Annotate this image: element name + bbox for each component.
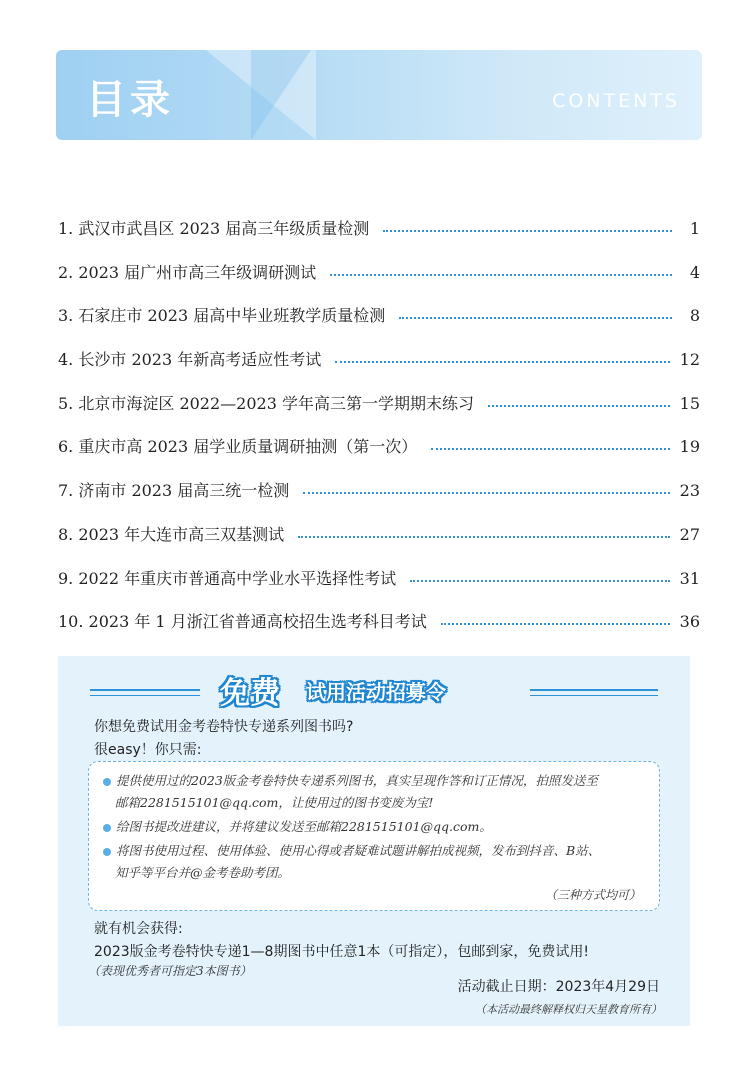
toc-leader-dots — [303, 480, 669, 494]
toc-leader-dots — [335, 349, 669, 363]
methods-box — [88, 761, 660, 911]
toc-leader-dots — [410, 568, 669, 582]
free-trial-promo-box — [58, 656, 690, 1026]
toc-entry[interactable] — [58, 393, 700, 437]
toc-leader-dots — [399, 305, 672, 319]
bullet-icon — [103, 778, 111, 786]
bullet-icon — [103, 848, 111, 856]
method-item-continued: 邮箱2281515101@qq.com，让使用过的图书变废为宝! — [115, 795, 434, 810]
toc-entry-title: 3. 石家庄市 2023 届高中毕业班教学质量检测 — [58, 306, 386, 326]
reward-note: （表现优秀者可指定3本图书） — [88, 964, 252, 978]
toc-leader-dots — [383, 218, 672, 232]
method-text: 提供使用过的2023版金考卷特快专递系列图书，真实呈现作答和订正情况，拍照发送至 — [116, 773, 598, 788]
toc-entry-page: 1 — [689, 219, 700, 238]
method-item-continued: 知乎等平台并@金考卷助考团。 — [115, 865, 291, 880]
toc-entry-title: 6. 重庆市高 2023 届学业质量调研抽测（第一次） — [58, 437, 418, 457]
toc-entry-page: 4 — [689, 262, 700, 282]
reward-detail: 2023版金考卷特快专递1—8期图书中任意1本（可指定），包邮到家，免费试用! — [94, 944, 589, 960]
toc-entry-title: 8. 2023 年大连市高三双基测试 — [58, 524, 285, 544]
toc-entry-page: 12 — [679, 350, 700, 370]
promo-heading-rule-right — [530, 689, 658, 691]
toc-leader-dots — [431, 436, 669, 450]
toc-entry-page: 15 — [679, 393, 700, 413]
toc-entry-title: 4. 长沙市 2023 年新高考适应性考试 — [58, 350, 322, 370]
toc-entry-page: 31 — [679, 568, 700, 588]
promo-heading-rule-left-thin — [90, 695, 200, 696]
promo-heading-text: 试用活动招募令 — [306, 680, 446, 704]
promo-heading — [58, 668, 690, 711]
toc-entry-page: 8 — [689, 306, 700, 326]
toc-entry-title: 10. 2023 年 1 月浙江省普通高校招生选考科目考试 — [58, 612, 427, 632]
toc-leader-dots — [488, 393, 670, 407]
toc-entry[interactable] — [58, 305, 700, 349]
promo-question: 你想免费试用金考卷特快专递系列图书吗? — [94, 719, 354, 735]
promo-heading-free: 免费 — [220, 676, 280, 711]
banner-decoration-2 — [251, 50, 311, 140]
toc-entry-title: 1. 武汉市武昌区 2023 届高三年级质量检测 — [58, 219, 370, 238]
toc-entry[interactable] — [58, 480, 700, 524]
method-item — [103, 770, 598, 792]
toc-entry[interactable] — [58, 262, 700, 306]
deadline-text: 活动截止日期：2023年4月29日 — [457, 979, 660, 995]
toc-entry-title: 2. 2023 届广州市高三年级调研测试 — [58, 262, 317, 282]
toc-entry-title: 9. 2022 年重庆市普通高中学业水平选择性考试 — [58, 568, 397, 588]
reward-title: 就有机会获得: — [94, 921, 183, 937]
bullet-icon — [103, 824, 111, 832]
toc-entry-title: 7. 济南市 2023 届高三统一检测 — [58, 481, 290, 501]
methods-note: （三种方式均可） — [544, 888, 641, 902]
promo-heading-rule-left — [90, 689, 200, 691]
toc-entry-page: 27 — [679, 524, 700, 544]
method-text: 给图书提改进建议，并将建议发送至邮箱2281515101@qq.com。 — [116, 819, 492, 834]
page-title: 目录 — [86, 77, 174, 123]
table-of-contents — [58, 218, 700, 655]
toc-entry[interactable] — [58, 436, 700, 480]
toc-entry[interactable] — [58, 611, 700, 655]
toc-leader-dots — [298, 524, 669, 538]
promo-easy: 很easy！你只需: — [94, 742, 202, 758]
toc-entry-page: 19 — [679, 437, 700, 457]
toc-entry-page: 36 — [679, 612, 700, 632]
toc-entry[interactable] — [58, 218, 700, 262]
method-item — [103, 840, 600, 862]
toc-entry[interactable] — [58, 568, 700, 612]
promo-heading-rule-right-thin — [530, 695, 658, 696]
page-subtitle: CONTENTS — [552, 90, 680, 112]
toc-entry-title: 5. 北京市海淀区 2022—2023 学年高三第一学期期末练习 — [58, 393, 474, 413]
toc-leader-dots — [330, 262, 672, 276]
toc-entry-page: 23 — [679, 481, 700, 501]
rights-note: （本活动最终解释权归天星教育所有） — [475, 1003, 662, 1016]
toc-leader-dots — [441, 611, 670, 625]
method-text: 将图书使用过程、使用体验、使用心得或者疑难试题讲解拍成视频，发布到抖音、B站、 — [116, 843, 601, 858]
toc-entry[interactable] — [58, 349, 700, 393]
method-item — [103, 816, 492, 838]
toc-entry[interactable] — [58, 524, 700, 568]
contents-banner — [56, 50, 702, 140]
